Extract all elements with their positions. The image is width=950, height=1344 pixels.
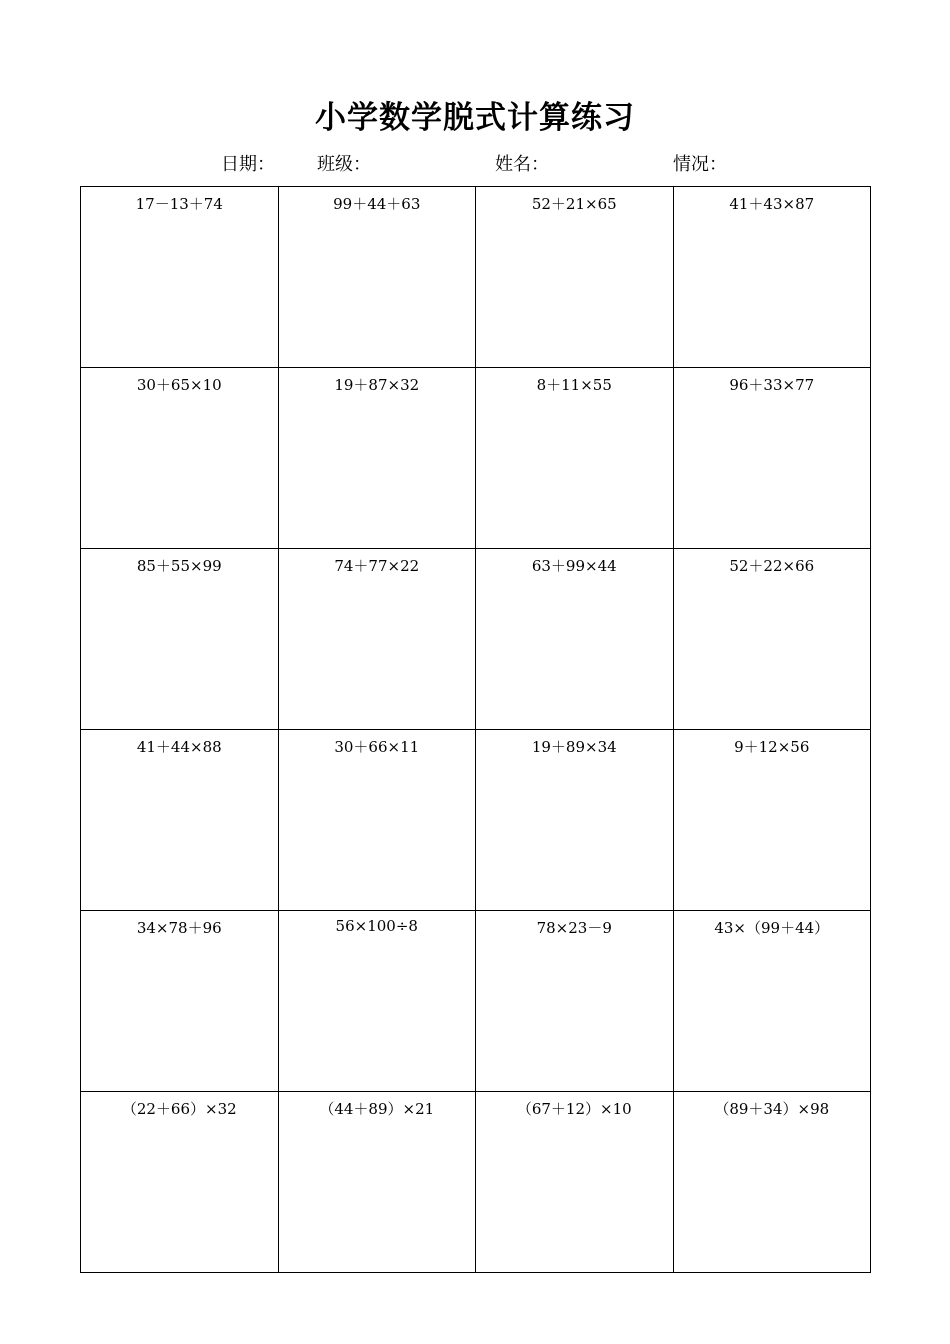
problem-cell: （89＋34）×98 [673,1092,871,1273]
problem-cell: 96＋33×77 [673,368,871,549]
problem-cell: 85＋55×99 [81,549,279,730]
problem-cell: 34×78＋96 [81,911,279,1092]
problem-cell: （22＋66）×32 [81,1092,279,1273]
grid-row [81,911,871,1092]
name-label: 姓名： [495,154,549,175]
problem-cell: 74＋77×22 [278,549,476,730]
problem-cell: 56×100÷8 [278,911,476,1092]
problem-cell: 63＋99×44 [476,549,674,730]
problem-cell: 8＋11×55 [476,368,674,549]
grid-row [81,187,871,368]
grid-row [81,730,871,911]
problem-cell: 17－13＋74 [81,187,279,368]
problem-cell: 9＋12×56 [673,730,871,911]
student-info-row [0,150,950,176]
grid-row [81,549,871,730]
worksheet-title: 小学数学脱式计算练习 [315,100,635,136]
problem-cell: 41＋43×87 [673,187,871,368]
problem-grid [80,186,871,1273]
problem-cell: 30＋66×11 [278,730,476,911]
date-label: 日期： [221,154,275,175]
class-label: 班级： [317,154,371,175]
problem-cell: 52＋21×65 [476,187,674,368]
problem-cell: 30＋65×10 [81,368,279,549]
problem-cell: 19＋89×34 [476,730,674,911]
grid-row [81,368,871,549]
problem-cell: 99＋44＋63 [278,187,476,368]
status-label: 情况： [673,154,727,175]
problem-cell: 52＋22×66 [673,549,871,730]
problem-cell: 19＋87×32 [278,368,476,549]
problem-cell: （67＋12）×10 [476,1092,674,1273]
problem-cell: 43×（99＋44） [673,911,871,1092]
problem-cell: 41＋44×88 [81,730,279,911]
problem-cell: （44＋89）×21 [278,1092,476,1273]
grid-row [81,1092,871,1273]
problem-cell: 78×23－9 [476,911,674,1092]
